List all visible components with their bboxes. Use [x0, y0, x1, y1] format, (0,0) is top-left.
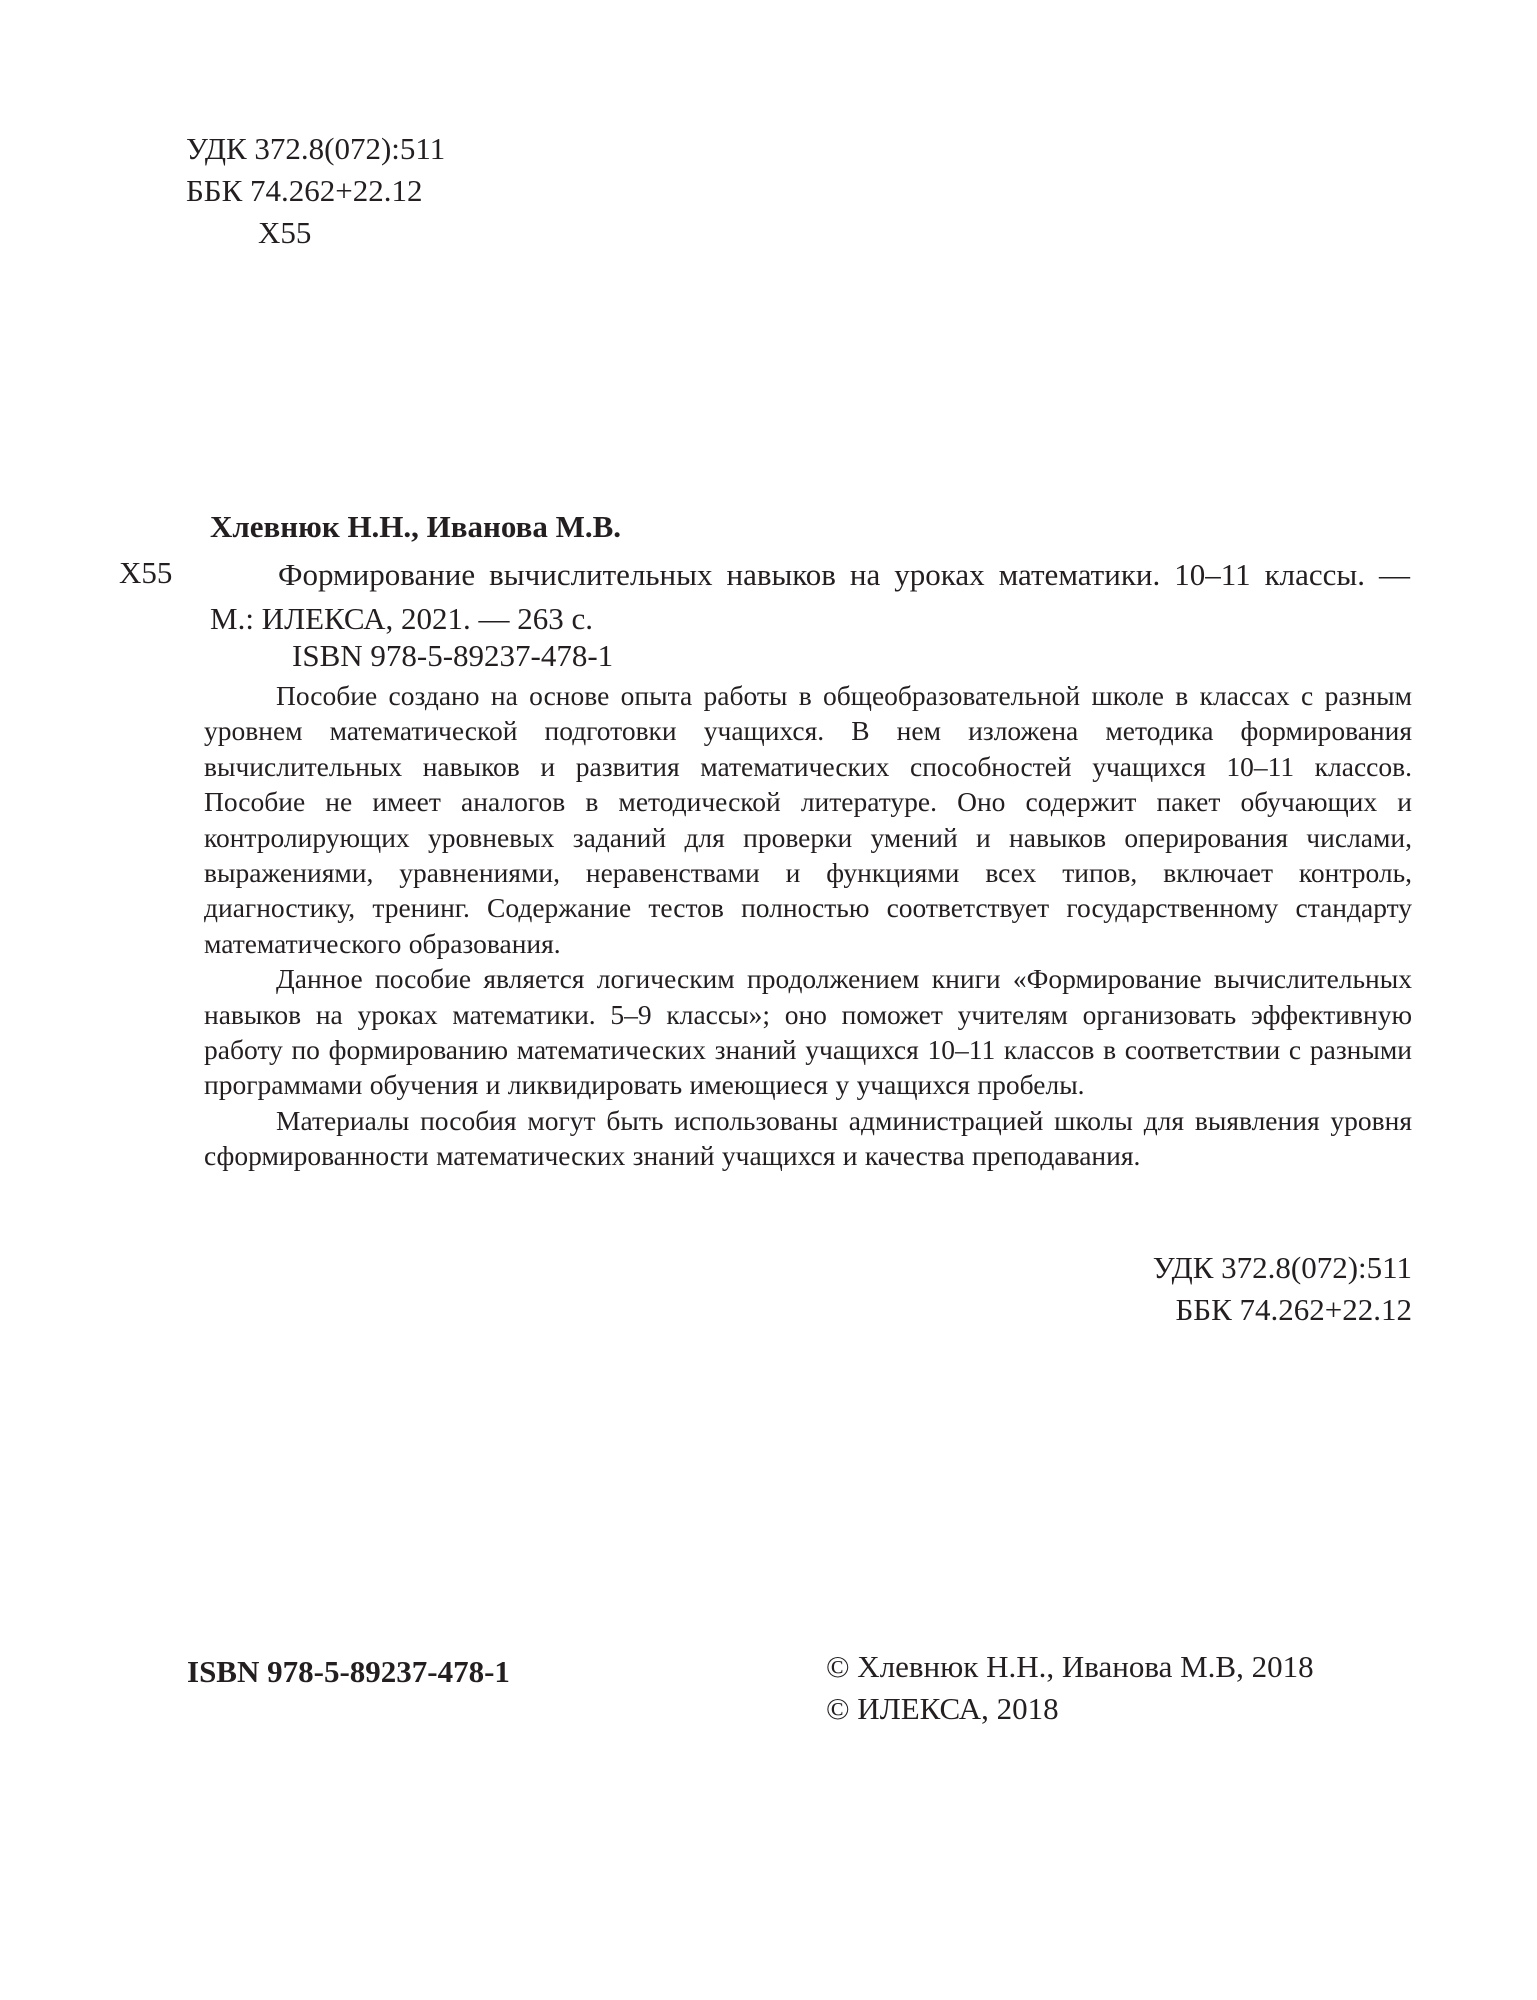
header-classification-codes	[186, 128, 445, 254]
footer-bbk-code: ББК 74.262+22.12	[1175, 1292, 1412, 1327]
book-title-record: Формирование вычислительных навыков на уроках математики. 10–11 классы. — М.: ИЛЕКСА, 2021. — 263 с.	[210, 557, 1410, 636]
record-author-sign: Х55	[119, 555, 173, 590]
bbk-code: ББК 74.262+22.12	[186, 173, 423, 208]
annotation-paragraph-3: Материалы пособия могут быть использованы администрацией школы для выявления уровня сформированности математических знаний учащихся и качества преподавания.	[204, 1104, 1412, 1172]
footer-classification-codes	[1153, 1247, 1412, 1331]
author-sign: Х55	[258, 215, 312, 250]
copyright-publisher: © ИЛЕКСА, 2018	[826, 1691, 1059, 1726]
footer-udk-code: УДК 372.8(072):511	[1152, 1250, 1412, 1285]
record-isbn: ISBN 978-5-89237-478-1	[292, 638, 614, 673]
udk-code: УДК 372.8(072):511	[186, 131, 446, 166]
authors: Хлевнюк Н.Н., Иванова М.В.	[210, 509, 622, 544]
annotation	[204, 678, 1412, 1174]
annotation-paragraph-1: Пособие создано на основе опыта работы в общеобразовательной школе в классах с разным уровнем математической подготовки учащихся. В нем изложена методика формирования вычислительных навыков и развития математических способностей учащихся 10–11 классов. Пособие не имеет аналогов в методической литературе. Оно содержит пакет обучающих и контролирующих уровневых заданий для проверки умений и навыков оперирования числами, выражениями, уравнениями, неравенствами и функциями всех типов, включает контроль, диагностику, тренинг. Содержание тестов полностью соответствует государственному стандарту математического образования.	[204, 680, 1412, 959]
bottom-isbn: ISBN 978-5-89237-478-1	[187, 1654, 510, 1689]
copyright-authors: © Хлевнюк Н.Н., Иванова М.В, 2018	[826, 1649, 1314, 1684]
copyright-block	[826, 1646, 1314, 1730]
annotation-paragraph-2: Данное пособие является логическим продолжением книги «Формирование вычислительных навыков на уроках математики. 5–9 классы»; оно поможет учителям организовать эффективную работу по формированию математических знаний учащихся 10–11 классов в соответствии с разными программами обучения и ликвидировать имеющиеся у учащихся пробелы.	[204, 963, 1412, 1101]
